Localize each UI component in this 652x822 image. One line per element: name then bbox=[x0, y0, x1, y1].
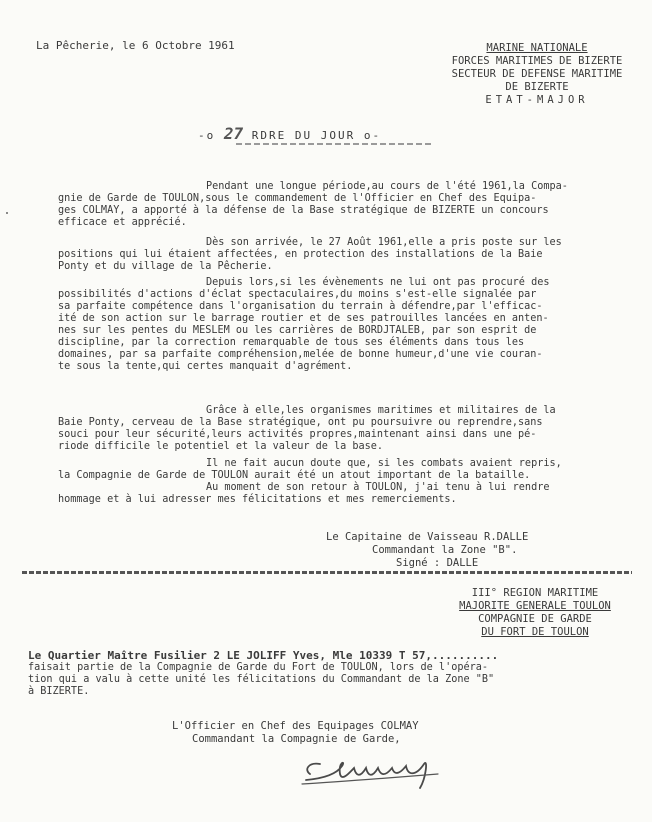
paragraph-line: Il ne fait aucun doute que, si les combats avaient repris, bbox=[206, 458, 562, 469]
paragraph-line: ité de son action sur le barrage routier et de ses patrouilles lancées en anten- bbox=[58, 313, 549, 324]
issuing-unit-block bbox=[440, 587, 630, 639]
paragraph-line: sa parfaite compétence dans l'organisation du terrain à défendre,par l'efficac- bbox=[58, 301, 543, 312]
paragraph bbox=[58, 181, 638, 229]
paragraph-line: domaines, par sa parfaite compréhension,melée de bonne humeur,d'une vie couran- bbox=[58, 349, 543, 360]
order-underline bbox=[236, 143, 432, 145]
certificate-line: Le Quartier Maître Fusilier 2 LE JOLIFF Yves, Mle 10339 T 57,.......... bbox=[28, 649, 499, 662]
paragraph-line: ges COLMAY, a apporté à la défense de la Base stratégique de BIZERTE un concours bbox=[58, 205, 549, 216]
signature-line: Commandant la Zone "B". bbox=[372, 544, 518, 556]
paragraph-line: gnie de Garde de TOULON,sous le commandement de l'Officier en Chef des Equipa- bbox=[58, 193, 537, 204]
paragraph bbox=[58, 458, 638, 506]
signature-block-commandant bbox=[326, 531, 528, 570]
certificate-line: tion qui a valu à cette unité les félicitations du Commandant de la Zone "B" bbox=[28, 674, 495, 685]
paragraph-line: te sous la tente,qui certes manquait d'agrément. bbox=[58, 361, 353, 372]
paragraph-line: Depuis lors,si les évènements ne lui ont pas procuré des bbox=[206, 277, 550, 288]
unit-line: COMPAGNIE DE GARDE bbox=[478, 613, 592, 625]
paragraph-line: positions qui lui étaient affectées, en protection des installations de la Baie bbox=[58, 249, 543, 260]
paragraph-line: Ponty et du village de la Pêcherie. bbox=[58, 261, 273, 272]
paragraph-line: possibilités d'actions d'éclat spectaculaires,du moins s'est-elle signalée par bbox=[58, 289, 537, 300]
letterhead-line: SECTEUR DE DEFENSE MARITIME bbox=[451, 68, 623, 80]
paragraph-line: Dès son arrivée, le 27 Août 1961,elle a pris poste sur les bbox=[206, 237, 562, 248]
letterhead-line: FORCES MARITIMES DE BIZERTE bbox=[451, 55, 623, 67]
paragraph-line: hommage et à lui adresser mes félicitations et mes remerciements. bbox=[58, 494, 457, 505]
paragraph-line: nes sur les pentes du MESLEM ou les carrières de BORDJTALEB, par son esprit de bbox=[58, 325, 537, 336]
unit-line: DU FORT DE TOULON bbox=[481, 626, 589, 638]
letterhead-line: MARINE NATIONALE bbox=[486, 42, 588, 54]
paragraph-line: Baie Ponty, cerveau de la Base stratégique, ont pu poursuivre ou reprendre,sans bbox=[58, 417, 543, 428]
signature-block-officer bbox=[172, 720, 419, 746]
paragraph bbox=[58, 237, 638, 273]
paragraph bbox=[58, 405, 638, 453]
paragraph-line: Au moment de son retour à TOULON, j'ai tenu à lui rendre bbox=[206, 482, 550, 493]
unit-line: MAJORITE GENERALE TOULON bbox=[459, 600, 611, 612]
letterhead bbox=[432, 42, 642, 107]
dashed-separator bbox=[22, 571, 632, 574]
order-title-text: RDRE DU JOUR o- bbox=[251, 129, 382, 142]
letterhead-line: ETAT-MAJOR bbox=[485, 94, 589, 106]
signature-line: Le Capitaine de Vaisseau R.DALLE bbox=[326, 531, 529, 543]
paragraph-line: discipline, par la correction remarquable de tous ses éléments dans tous les bbox=[58, 337, 525, 348]
paragraph-line: Pendant une longue période,au cours de l'été 1961,la Compa- bbox=[206, 181, 568, 192]
place-date: La Pêcherie, le 6 Octobre 1961 bbox=[36, 39, 235, 52]
certificate-line: faisait partie de la Compagnie de Garde du Fort de TOULON, lors de l'opéra- bbox=[28, 662, 489, 673]
paragraph bbox=[58, 277, 638, 373]
signature-line: Commandant la Compagnie de Garde, bbox=[192, 733, 401, 745]
paragraph-line: souci pour leur sécurité,leurs activités propres,maintenant ainsi dans une pé- bbox=[58, 429, 537, 440]
order-number: 27 bbox=[223, 124, 244, 143]
signature-line: L'Officier en Chef des Equipages COLMAY bbox=[172, 720, 419, 732]
unit-line: III° REGION MARITIME bbox=[471, 587, 599, 599]
letterhead-line: DE BIZERTE bbox=[505, 81, 569, 93]
paragraph-line: Grâce à elle,les organismes maritimes et militaires de la bbox=[206, 405, 556, 416]
paragraph-line: riode difficile le potentiel et la valeur de la base. bbox=[58, 441, 384, 452]
certificate-text bbox=[28, 650, 628, 698]
signature-line: Signé : DALLE bbox=[396, 557, 479, 569]
order-title bbox=[198, 124, 381, 143]
handwritten-signature bbox=[298, 752, 448, 794]
paper-speck bbox=[6, 212, 8, 214]
certificate-line: à BIZERTE. bbox=[28, 686, 90, 697]
paragraph-line: efficace et apprécié. bbox=[58, 217, 187, 228]
paragraph-line: la Compagnie de Garde de TOULON aurait été un atout important de la bataille. bbox=[58, 470, 531, 481]
order-title-prefix: -o bbox=[198, 129, 216, 142]
